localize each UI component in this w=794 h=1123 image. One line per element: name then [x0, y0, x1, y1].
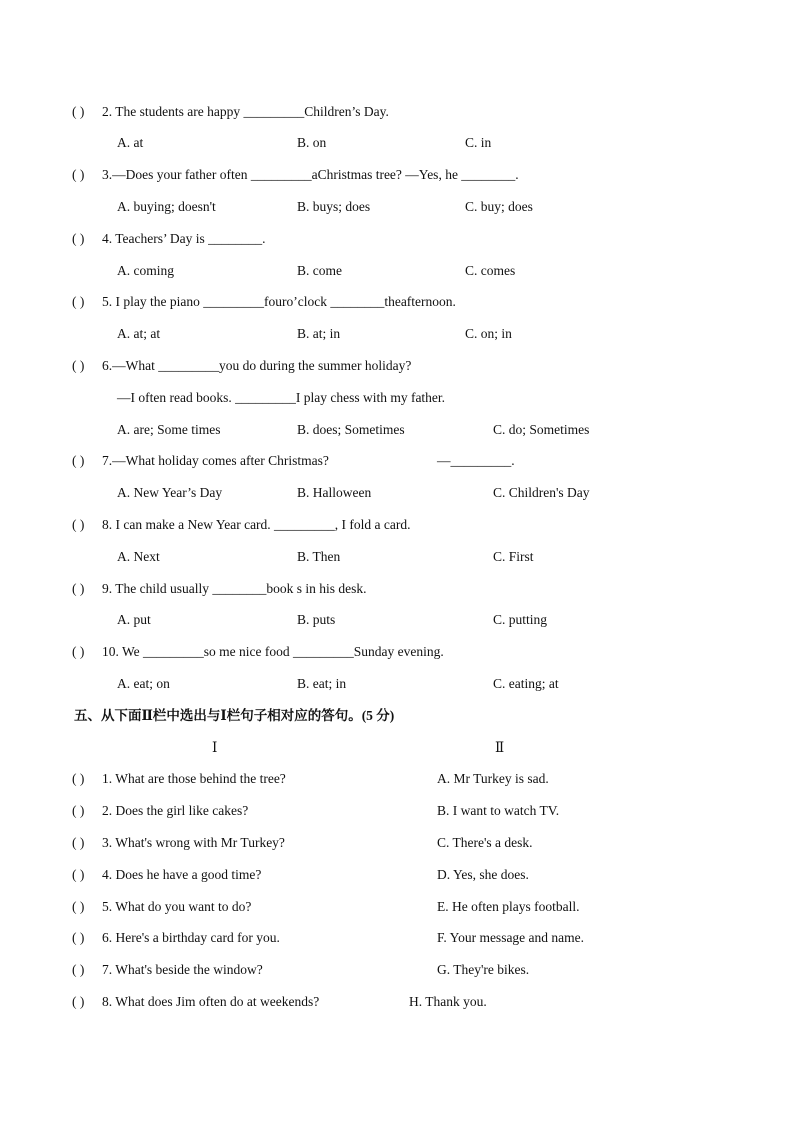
match-question: 5. What do you want to do? [102, 899, 252, 914]
answer-blank[interactable]: ( ) [72, 644, 85, 659]
match-question: 8. What does Jim often do at weekends? [102, 994, 320, 1009]
match-row [0, 928, 794, 948]
match-question: 7. What's beside the window? [102, 962, 263, 977]
question-2 [0, 102, 794, 122]
match-row [0, 897, 794, 917]
match-question: 2. Does the girl like cakes? [102, 803, 249, 818]
option-c: C. eating; at [493, 676, 559, 691]
options-5 [0, 324, 794, 344]
answer-blank[interactable]: ( ) [72, 104, 85, 119]
match-answer: F. Your message and name. [437, 930, 585, 945]
question-6-continuation [0, 388, 794, 408]
answer-blank[interactable]: ( ) [72, 231, 85, 246]
option-c: C. in [465, 135, 492, 150]
section-title: 五、从下面Ⅱ栏中选出与Ⅰ栏句子相对应的答句。(5 分) [74, 708, 395, 723]
question-text: 3.—Does your father often _________aChristmas tree? —Yes, he ________. [102, 167, 519, 182]
question-6 [0, 356, 794, 376]
match-answer: D. Yes, she does. [437, 867, 529, 882]
option-c: C. Children's Day [493, 485, 590, 500]
answer-blank[interactable]: ( ) [72, 517, 85, 532]
option-b: B. eat; in [297, 676, 347, 691]
question-text: 6.—What _________you do during the summer holiday? [102, 358, 412, 373]
option-b: B. buys; does [297, 199, 371, 214]
match-answer: H. Thank you. [409, 994, 487, 1009]
option-a: A. Next [117, 549, 160, 564]
match-row [0, 960, 794, 980]
option-c: C. putting [493, 612, 548, 627]
question-text: 10. We _________so me nice food _________Sunday evening. [102, 644, 444, 659]
answer-dash: —_________. [437, 453, 515, 468]
column-ii-label: Ⅱ [495, 740, 505, 755]
question-text: 2. The students are happy _________Children’s Day. [102, 104, 389, 119]
question-4 [0, 229, 794, 249]
option-c: C. First [493, 549, 534, 564]
match-question: 4. Does he have a good time? [102, 867, 262, 882]
answer-blank[interactable]: ( ) [72, 930, 85, 945]
question-text: 9. The child usually ________book s in his desk. [102, 581, 367, 596]
option-c: C. buy; does [465, 199, 533, 214]
question-8 [0, 515, 794, 535]
options-4 [0, 261, 794, 281]
option-b: B. at; in [297, 326, 341, 341]
match-question: 1. What are those behind the tree? [102, 771, 286, 786]
answer-blank[interactable]: ( ) [72, 803, 85, 818]
option-c: C. comes [465, 263, 516, 278]
match-row [0, 801, 794, 821]
question-3 [0, 165, 794, 185]
question-5 [0, 292, 794, 312]
option-a: A. put [117, 612, 151, 627]
options-6 [0, 420, 794, 440]
answer-blank[interactable]: ( ) [72, 994, 85, 1009]
question-continuation: —I often read books. _________I play chess with my father. [117, 390, 446, 405]
options-10 [0, 674, 794, 694]
option-a: A. at; at [117, 326, 161, 341]
option-b: B. Halloween [297, 485, 372, 500]
question-text: 5. I play the piano _________fouro’clock ________theafternoon. [102, 294, 456, 309]
match-question: 3. What's wrong with Mr Turkey? [102, 835, 285, 850]
answer-blank[interactable]: ( ) [72, 835, 85, 850]
match-answer: E. He often plays football. [437, 899, 580, 914]
options-9 [0, 610, 794, 630]
question-7 [0, 451, 794, 471]
options-3 [0, 197, 794, 217]
answer-blank[interactable]: ( ) [72, 294, 85, 309]
question-text: 8. I can make a New Year card. _________, I fold a card. [102, 517, 411, 532]
option-b: B. puts [297, 612, 336, 627]
option-a: A. buying; doesn't [117, 199, 216, 214]
match-row [0, 992, 794, 1012]
option-a: A. are; Some times [117, 422, 221, 437]
options-8 [0, 547, 794, 567]
option-a: A. New Year’s Day [117, 485, 223, 500]
match-answer: A. Mr Turkey is sad. [437, 771, 549, 786]
answer-blank[interactable]: ( ) [72, 581, 85, 596]
match-answer: G. They're bikes. [437, 962, 530, 977]
answer-blank[interactable]: ( ) [72, 771, 85, 786]
options-2 [0, 133, 794, 153]
option-b: B. on [297, 135, 327, 150]
match-row [0, 769, 794, 789]
answer-blank[interactable]: ( ) [72, 358, 85, 373]
option-a: A. eat; on [117, 676, 170, 691]
question-text: 7.—What holiday comes after Christmas? [102, 453, 329, 468]
option-c: C. on; in [465, 326, 512, 341]
answer-blank[interactable]: ( ) [72, 453, 85, 468]
answer-blank[interactable]: ( ) [72, 867, 85, 882]
option-c: C. do; Sometimes [493, 422, 590, 437]
match-question: 6. Here's a birthday card for you. [102, 930, 280, 945]
option-a: A. coming [117, 263, 174, 278]
match-row [0, 833, 794, 853]
option-a: A. at [117, 135, 144, 150]
answer-blank[interactable]: ( ) [72, 899, 85, 914]
option-b: B. does; Sometimes [297, 422, 405, 437]
question-10 [0, 642, 794, 662]
question-text: 4. Teachers’ Day is ________. [102, 231, 266, 246]
section-heading [0, 706, 794, 726]
question-9 [0, 579, 794, 599]
options-7 [0, 483, 794, 503]
column-i-label: Ⅰ [212, 740, 218, 755]
option-b: B. Then [297, 549, 341, 564]
match-answer: B. I want to watch TV. [437, 803, 560, 818]
match-row [0, 865, 794, 885]
match-answer: C. There's a desk. [437, 835, 533, 850]
answer-blank[interactable]: ( ) [72, 962, 85, 977]
column-headers [0, 738, 794, 758]
option-b: B. come [297, 263, 342, 278]
answer-blank[interactable]: ( ) [72, 167, 85, 182]
